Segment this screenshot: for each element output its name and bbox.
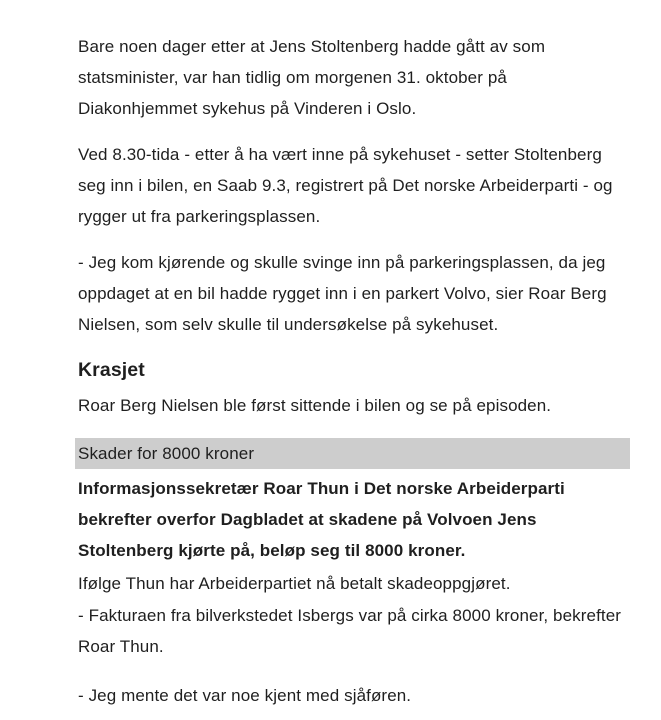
bold-lead-paragraph: Informasjonssekretær Roar Thun i Det norske Arbeiderparti bekrefter overfor Dagbladet at skadene på Volvoen Jens Stoltenberg kjørte på, beløp seg til 8000 kroner. (78, 479, 565, 560)
article-paragraph-settlement: Ifølge Thun har Arbeiderpartiet nå betalt skadeoppgjøret. (78, 574, 511, 593)
article-paragraph-closing-quote: - Jeg mente det var noe kjent med sjåføren. (78, 686, 412, 705)
article-paragraph-witness: Roar Berg Nielsen ble først sittende i bilen og se på episoden. (78, 396, 552, 415)
article-paragraph-invoice-quote: - Fakturaen fra bilverkstedet Isbergs var på cirka 8000 kroner, bekrefter Roar Thun. (78, 606, 622, 656)
highlighted-text-line: Skader for 8000 kroner (75, 438, 630, 469)
section-heading-krasjet: Krasjet (78, 359, 145, 381)
article-paragraph-incident: Ved 8.30-tida - etter å ha vært inne på sykehuset - setter Stoltenberg seg inn i bilen, en Saab 9.3, registrert på Det norske Arbeiderparti - og rygger ut fra parkeringsplassen. (78, 145, 613, 226)
article-paragraph-witness-quote: - Jeg kom kjørende og skulle svinge inn på parkeringsplassen, da jeg oppdaget at en bil hadde rygget inn i en parkert Volvo, sier Roar Berg Nielsen, som selv skulle til undersøkelse på sykehuset. (78, 253, 607, 334)
article-paragraph-intro: Bare noen dager etter at Jens Stoltenberg hadde gått av som statsminister, var han tidlig om morgenen 31. oktober på Diakonhjemmet sykehus på Vinderen i Oslo. (78, 37, 546, 118)
